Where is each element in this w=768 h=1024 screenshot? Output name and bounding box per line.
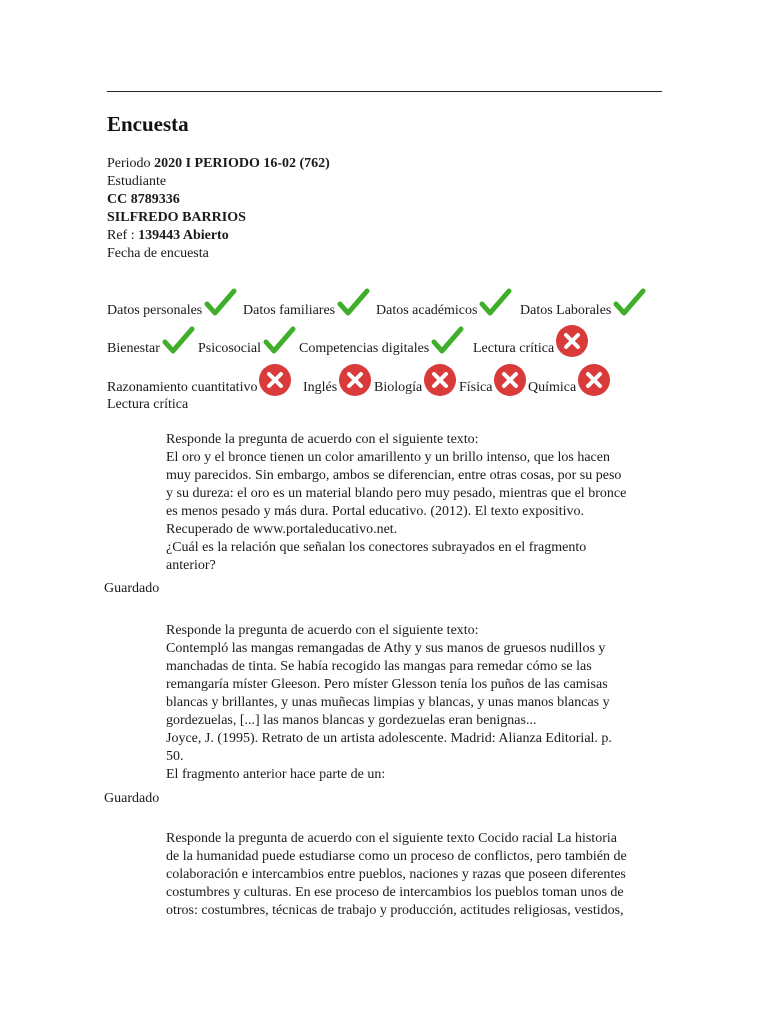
question-line: colaboración e intercambios entre pueblos, naciones y razas que poseen diferentes xyxy=(166,867,626,882)
question-block-3 xyxy=(166,830,666,920)
section-label: Física xyxy=(459,380,493,395)
question-line: de la humanidad puede estudiarse como un proceso de conflictos, pero también de xyxy=(166,849,627,864)
cross-icon xyxy=(338,363,372,397)
section-label: Lectura crítica xyxy=(473,341,555,356)
ref-label: Ref : xyxy=(107,228,135,243)
check-icon xyxy=(430,324,464,358)
check-icon xyxy=(161,324,195,358)
question-block-2 xyxy=(166,622,666,784)
question-line: 50. xyxy=(166,749,184,764)
section-datos-personales[interactable] xyxy=(107,286,237,320)
section-label: Química xyxy=(528,380,577,395)
saved-status: Guardado xyxy=(104,791,160,806)
check-icon xyxy=(612,286,646,320)
section-label: Inglés xyxy=(303,380,338,395)
section-ingles[interactable] xyxy=(303,363,372,397)
section-datos-laborales[interactable] xyxy=(520,286,646,320)
check-icon xyxy=(203,286,237,320)
question-line: El oro y el bronce tienen un color amarillento y un brillo intenso, que los hacen xyxy=(166,450,610,465)
saved-status: Guardado xyxy=(104,581,160,596)
cross-icon xyxy=(423,363,457,397)
check-icon xyxy=(478,286,512,320)
question-line: Responde la pregunta de acuerdo con el siguiente texto: xyxy=(166,432,479,447)
student-name: SILFREDO BARRIOS xyxy=(107,210,246,225)
question-line: remangaría míster Gleeson. Pero míster Glesson tenía los puños de las camisas xyxy=(166,677,608,692)
section-razonamiento-cuantitativo[interactable] xyxy=(107,363,292,397)
section-competencias-digitales[interactable] xyxy=(299,324,464,358)
question-line: blancas y brillantes, y unas muñecas limpias y blancas, y unas manos blancas y xyxy=(166,695,610,710)
question-line: manchadas de tinta. Se había recogido las mangas para remedar cómo se las xyxy=(166,659,592,674)
section-psicosocial[interactable] xyxy=(198,324,296,358)
question-block-1 xyxy=(166,431,666,575)
section-label: Biología xyxy=(374,380,423,395)
section-bienestar[interactable] xyxy=(107,324,195,358)
check-icon xyxy=(336,286,370,320)
periodo-label: Periodo xyxy=(107,156,151,171)
student-id: CC 8789336 xyxy=(107,192,180,207)
section-lectura-critica[interactable] xyxy=(473,324,589,358)
fecha-label: Fecha de encuesta xyxy=(107,246,209,261)
question-line: Contempló las mangas remangadas de Athy y sus manos de gruesos nudillos y xyxy=(166,641,606,656)
question-line: Recuperado de www.portaleducativo.net. xyxy=(166,522,398,537)
estudiante-label: Estudiante xyxy=(107,174,167,189)
question-line: otros: costumbres, técnicas de trabajo y producción, actitudes religiosas, vestidos, xyxy=(166,903,624,918)
question-line: ¿Cuál es la relación que señalan los conectores subrayados en el fragmento xyxy=(166,540,587,555)
section-biologia[interactable] xyxy=(374,363,457,397)
ref-line xyxy=(107,227,229,245)
section-label: Datos familiares xyxy=(243,303,336,318)
question-line: costumbres y culturas. En ese proceso de intercambios los pueblos toman unos de xyxy=(166,885,624,900)
periodo-line xyxy=(107,155,330,173)
ref-value: 139443 Abierto xyxy=(138,228,229,243)
section-label: Psicosocial xyxy=(198,341,261,356)
section-quimica[interactable] xyxy=(528,363,611,397)
question-line: Responde la pregunta de acuerdo con el siguiente texto Cocido racial La historia xyxy=(166,831,617,846)
section-label: Razonamiento cuantitativo xyxy=(107,380,258,395)
question-line: gordezuelas, [...] las manos blancas y gordezuelas eran benignas... xyxy=(166,713,537,728)
section-label: Datos Laborales xyxy=(520,303,612,318)
cross-icon xyxy=(555,324,589,358)
section-datos-academicos[interactable] xyxy=(376,286,512,320)
top-divider xyxy=(107,91,662,92)
check-icon xyxy=(262,324,296,358)
section-label: Datos académicos xyxy=(376,303,478,318)
section-fisica[interactable] xyxy=(459,363,527,397)
cross-icon xyxy=(493,363,527,397)
page-title: Encuesta xyxy=(107,112,189,136)
section-label: Bienestar xyxy=(107,341,160,356)
section-label: Competencias digitales xyxy=(299,341,430,356)
question-line: muy parecidos. Sin embargo, ambos se diferencian, entre otras cosas, por su peso xyxy=(166,468,622,483)
cross-icon xyxy=(258,363,292,397)
cross-icon xyxy=(577,363,611,397)
question-line: anterior? xyxy=(166,558,216,573)
section-label: Datos personales xyxy=(107,303,203,318)
question-line: y su dureza: el oro es un material blando pero muy pesado, mientras que el bronce xyxy=(166,486,627,501)
question-line: Joyce, J. (1995). Retrato de un artista adolescente. Madrid: Alianza Editorial. p. xyxy=(166,731,612,746)
section-heading: Lectura crítica xyxy=(107,397,189,412)
periodo-value: 2020 I PERIODO 16-02 (762) xyxy=(154,156,330,171)
question-line: Responde la pregunta de acuerdo con el siguiente texto: xyxy=(166,623,479,638)
section-datos-familiares[interactable] xyxy=(243,286,370,320)
question-line: El fragmento anterior hace parte de un: xyxy=(166,767,386,782)
question-line: es menos pesado y más dura. Portal educativo. (2012). El texto expositivo. xyxy=(166,504,584,519)
